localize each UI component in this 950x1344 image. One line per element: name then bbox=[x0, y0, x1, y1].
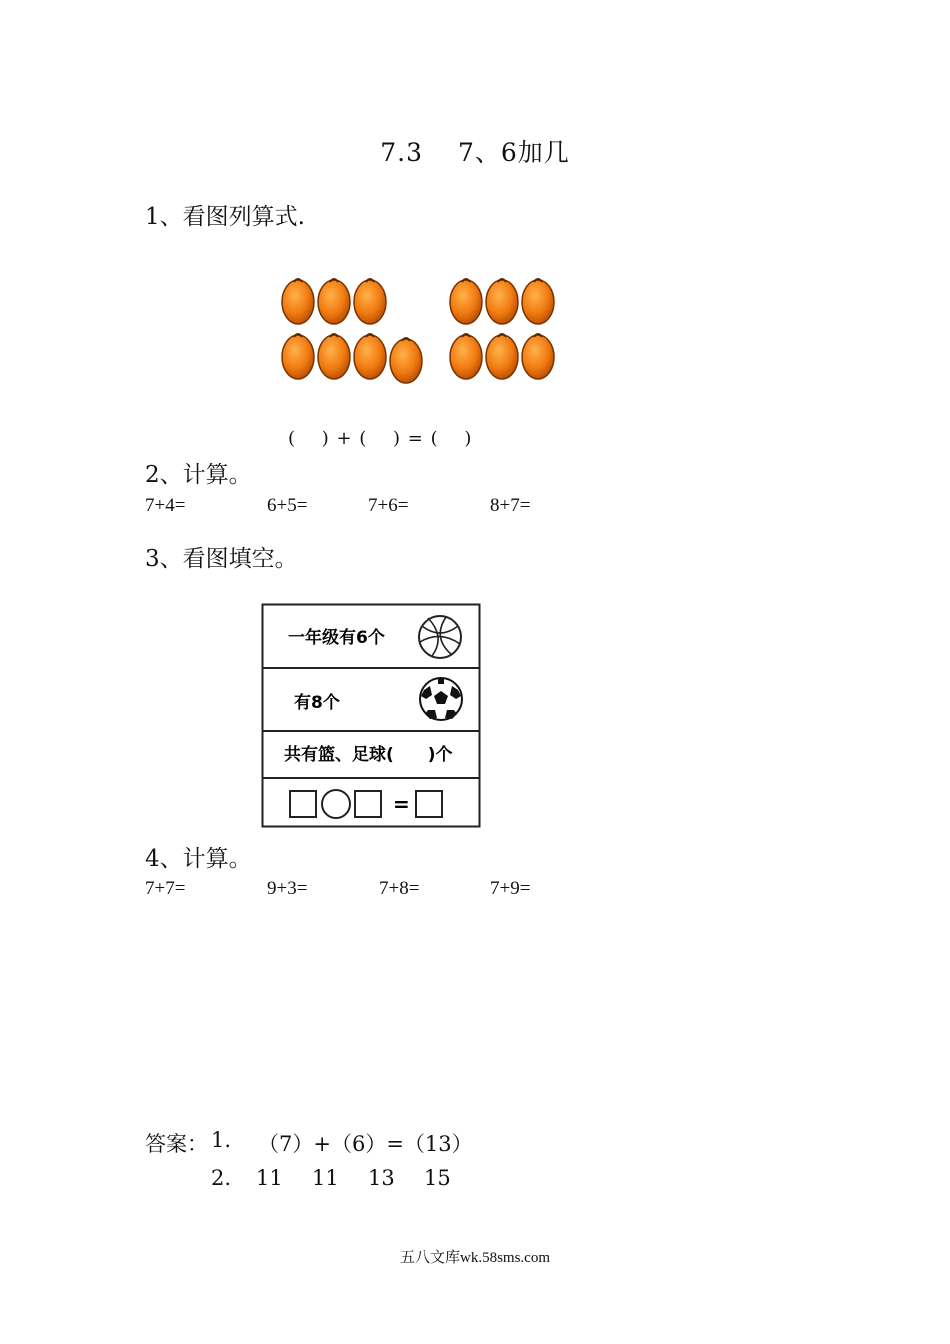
blank-square-result bbox=[416, 791, 442, 817]
q4-heading: 4、计算。 bbox=[145, 846, 252, 872]
blank-square-1 bbox=[290, 791, 316, 817]
oranges-illustration bbox=[268, 262, 570, 396]
orange-icon bbox=[354, 334, 386, 379]
answer-2-number: 2. bbox=[211, 1166, 232, 1190]
q3-heading: 3、看图填空。 bbox=[145, 546, 298, 572]
answer-2-value-1: 11 bbox=[256, 1166, 283, 1190]
answer-2-value-3: 13 bbox=[368, 1166, 395, 1190]
q2-problem-4: 8+7= bbox=[490, 495, 531, 516]
answer-2-value-2: 11 bbox=[312, 1166, 339, 1190]
q4-problem-4: 7+9= bbox=[490, 878, 531, 899]
orange-icon bbox=[522, 334, 554, 379]
q2-heading: 2、计算。 bbox=[145, 462, 252, 488]
orange-icon bbox=[486, 279, 518, 324]
ball-table bbox=[260, 602, 484, 830]
answer-1-number: 1. bbox=[211, 1128, 232, 1152]
q2-problem-3: 7+6= bbox=[368, 495, 409, 516]
orange-icon bbox=[354, 279, 386, 324]
orange-icon bbox=[282, 279, 314, 324]
orange-icon bbox=[486, 334, 518, 379]
soccer-ball-icon bbox=[420, 678, 462, 720]
q4-problem-2: 9+3= bbox=[267, 878, 308, 899]
q1-formula: ( ) + ( ) = ( ) bbox=[288, 428, 473, 449]
orange-icon bbox=[318, 334, 350, 379]
page-title: 7.3 7、6加几 bbox=[380, 138, 570, 167]
blank-square-2 bbox=[355, 791, 381, 817]
answers-label: 答案： bbox=[145, 1132, 208, 1156]
basketball-icon bbox=[419, 616, 461, 658]
orange-icon bbox=[522, 279, 554, 324]
orange-icon bbox=[450, 279, 482, 324]
orange-icon bbox=[282, 334, 314, 379]
answer-2-value-4: 15 bbox=[424, 1166, 451, 1190]
q4-problem-1: 7+7= bbox=[145, 878, 186, 899]
answer-1: （7）+（6）=（13） bbox=[258, 1132, 473, 1156]
q4-problem-3: 7+8= bbox=[379, 878, 420, 899]
orange-icon bbox=[318, 279, 350, 324]
table-row2-text: 有8个 bbox=[294, 693, 340, 713]
orange-icon bbox=[450, 334, 482, 379]
q2-problem-2: 6+5= bbox=[267, 495, 308, 516]
q1-heading: 1、看图列算式. bbox=[145, 204, 305, 230]
footer-watermark: 五八文库wk.58sms.com bbox=[399, 1250, 550, 1266]
orange-icon bbox=[390, 338, 422, 383]
equals-sign: = bbox=[393, 792, 410, 816]
q2-problem-1: 7+4= bbox=[145, 495, 186, 516]
blank-operator-circle bbox=[322, 790, 350, 818]
table-row1-text: 一年级有6个 bbox=[288, 628, 385, 648]
table-row3-text: 共有篮、足球( )个 bbox=[284, 745, 453, 765]
